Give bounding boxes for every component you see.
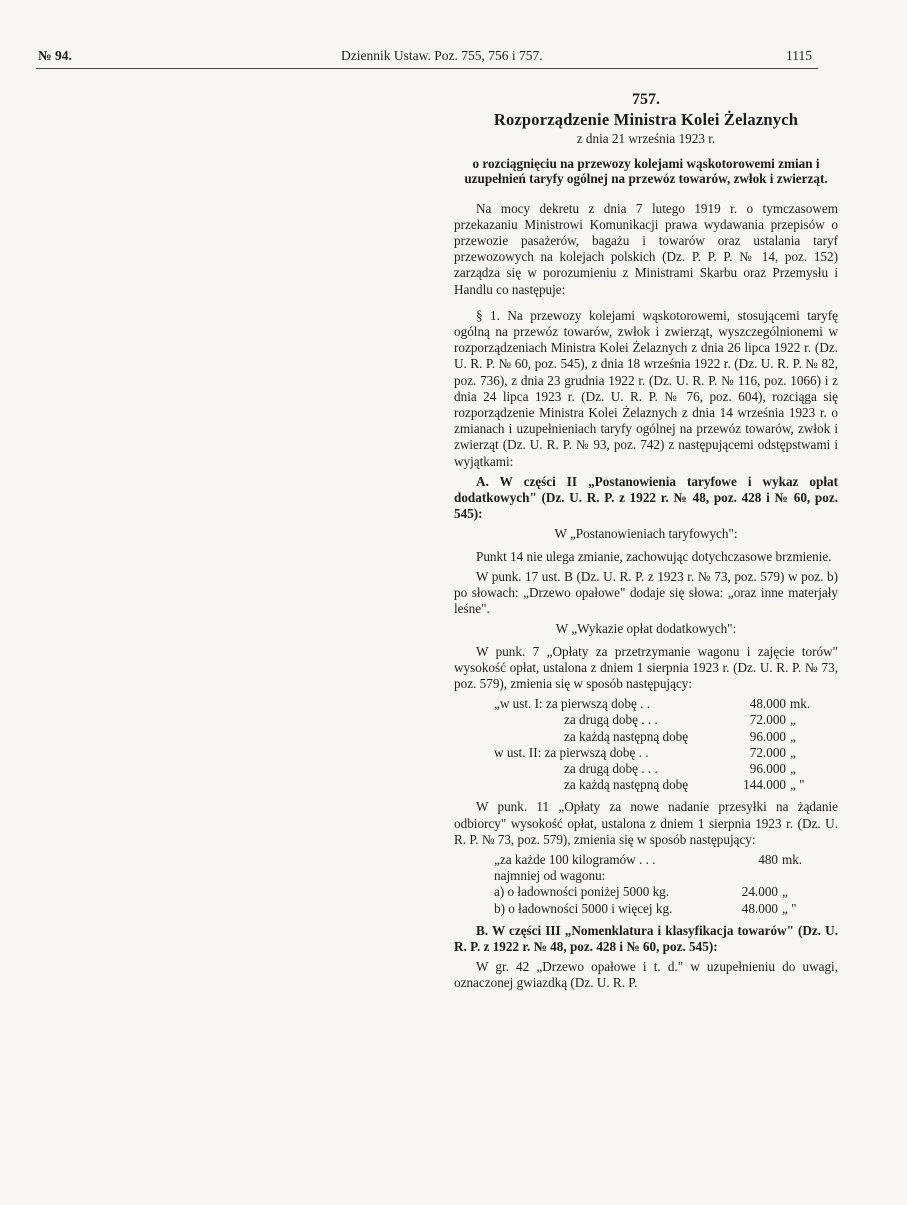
punkt-11: W punk. 11 „Opłaty za nowe nadanie przesyłki na żądanie odbiorcy" wysokość opłat, ustalona z dniem 1 sierpnia 1923 r. (Dz. U. R. P. № 73, poz. 579), zmienia się w sposób następujący: — [454, 799, 838, 847]
journal-reference: Dziennik Ustaw. Poz. 755, 756 i 757. — [341, 48, 543, 63]
paragraph-1: § 1. Na przewozy kolejami wąskotorowemi, stosującemi taryfę ogólną na przewóz towarów, zwłok i zwierząt, wyszczególnionemi w rozporządzeniach Ministra Kolei Żelaznych z dnia 26 lipca 1922 r. (Dz. U. R. P. № 60, poz. 545), z dnia 18 września 1922 r. (Dz. U. R. P. № 82, poz. 736), z dnia 23 grudnia 1922 r. (Dz. U. R. P. № 116, poz. 1066) i z dnia 24 lipca 1923 r. (Dz. U. R. P. № 76, poz. 604), rozciąga się rozporządzenie Ministra Kolei Żelaznych z dnia 14 września 1923 r. o zmianach i uzupełnieniach taryfy ogólnej na przewóz towarów, zwłok i zwierząt (Dz. U. R. P. № 93, poz. 742) z następującemi odstępstwami i wyjątkami: — [454, 307, 838, 469]
fee-row — [454, 712, 838, 728]
document-number: 757. — [632, 91, 660, 108]
fee-label: najmniej od wagonu: — [494, 868, 606, 884]
fee-label: za każdą następną dobę — [564, 728, 689, 744]
fee-value: 144.000 — [743, 777, 786, 793]
fee-row — [454, 901, 838, 917]
fee-row — [454, 884, 838, 900]
fee-unit: mk. — [790, 696, 811, 712]
fee-label: za drugą dobę . . . — [564, 761, 658, 777]
group-42: W gr. 42 „Drzewo opałowe i t. d." w uzupełnieniu do uwagi, oznaczonej gwiazdką (Dz. U. R. P. — [454, 959, 838, 991]
document-title: Rozporządzenie Ministra Kolei Żelaznych — [493, 110, 799, 130]
intro-paragraph: Na mocy dekretu z dnia 7 lutego 1919 r. o tymczasowem przekazaniu Ministrowi Komunikacji prawa wydawania przepisów o przewozie pasażerów, bagażu i towarów oraz ustalania taryf przewozowych na kolejach polskich (Dz. P. P. P. № 14, poz. 152) zarządza się w porozumieniu z Ministrami Skarbu oraz Przemysłu i Handlu co następuje: — [454, 200, 838, 297]
issue-number: № 94. — [38, 48, 72, 63]
part-a-heading: A. W części II „Postanowienia taryfowe i wykaz opłat dodatkowych" (Dz. U. R. P. z 1922 r. № 48, poz. 428 i № 60, poz. 545): — [454, 473, 838, 522]
fee-unit: „ — [790, 744, 796, 760]
fee-value: 480 — [758, 852, 778, 868]
punkt-17: W punk. 17 ust. B (Dz. U. R. P. z 1923 r. № 73, poz. 579) w poz. b) po słowach: „Drzewo opałowe" dodaje się słowa: „oraz inne materjały leśne". — [454, 568, 838, 617]
fee-value: 24.000 — [741, 884, 778, 900]
fee-label: „w ust. I: za pierwszą dobę . . — [494, 696, 650, 712]
fees-punkt-7 — [454, 696, 838, 793]
fee-label: za drugą dobę . . . — [564, 712, 658, 728]
fee-row — [454, 777, 838, 793]
fee-label: b) o ładowności 5000 i więcej kg. — [494, 900, 673, 916]
fee-row — [454, 852, 838, 868]
fee-label: a) o ładowności poniżej 5000 kg. — [494, 884, 670, 900]
fee-label: „za każde 100 kilogramów . . . — [494, 852, 656, 868]
fee-unit: „ — [782, 884, 788, 900]
fee-unit: mk. — [782, 852, 803, 868]
text-column — [454, 92, 838, 996]
fee-row — [454, 868, 838, 884]
fee-row — [454, 761, 838, 777]
fee-row — [454, 729, 838, 745]
fee-value: 96.000 — [749, 728, 786, 744]
page-number: 1115 — [786, 48, 812, 63]
fees-punkt-11 — [454, 852, 838, 917]
page-header — [36, 48, 818, 69]
fee-value: 96.000 — [749, 761, 786, 777]
fee-unit: „ — [790, 761, 796, 777]
fee-value: 48.000 — [749, 696, 786, 712]
fee-label: w ust. II: za pierwszą dobę . . — [494, 744, 649, 760]
fee-unit: „ " — [790, 777, 805, 793]
punkt-14: Punkt 14 nie ulega zmianie, zachowując dotychczasowe brzmienie. — [476, 548, 832, 564]
fee-unit: „ — [790, 728, 796, 744]
fee-row — [454, 696, 838, 712]
document-subject: o rozciągnięciu na przewozy kolejami wąskotorowemi zmian i uzupełnień taryfy ogólnej na przewóz towarów, zwłok i zwierząt. — [464, 155, 828, 187]
fee-value: 48.000 — [741, 900, 778, 916]
fee-row — [454, 745, 838, 761]
fee-unit: „ — [790, 712, 796, 728]
fee-unit: „ " — [782, 900, 797, 916]
subheading-wykaz: W „Wykazie opłat dodatkowych": — [555, 621, 737, 637]
fee-value: 72.000 — [749, 744, 786, 760]
fee-value: 72.000 — [749, 712, 786, 728]
document-date: z dnia 21 września 1923 r. — [576, 131, 716, 147]
part-b-heading: B. W części III „Nomenklatura i klasyfikacja towarów" (Dz. U. R. P. z 1922 r. № 48, poz. 428 i № 60, poz. 545): — [454, 922, 838, 954]
fee-label: za każdą następną dobę — [564, 777, 689, 793]
punkt-7: W punk. 7 „Opłaty za przetrzymanie wagonu i zajęcie torów" wysokość opłat, ustalona z dniem 1 sierpnia 1923 r. (Dz. U. R. P. № 73, poz. 579), zmienia się w sposób następujący: — [454, 643, 838, 692]
subheading-postanowienia: W „Postanowieniach taryfowych": — [554, 526, 738, 542]
